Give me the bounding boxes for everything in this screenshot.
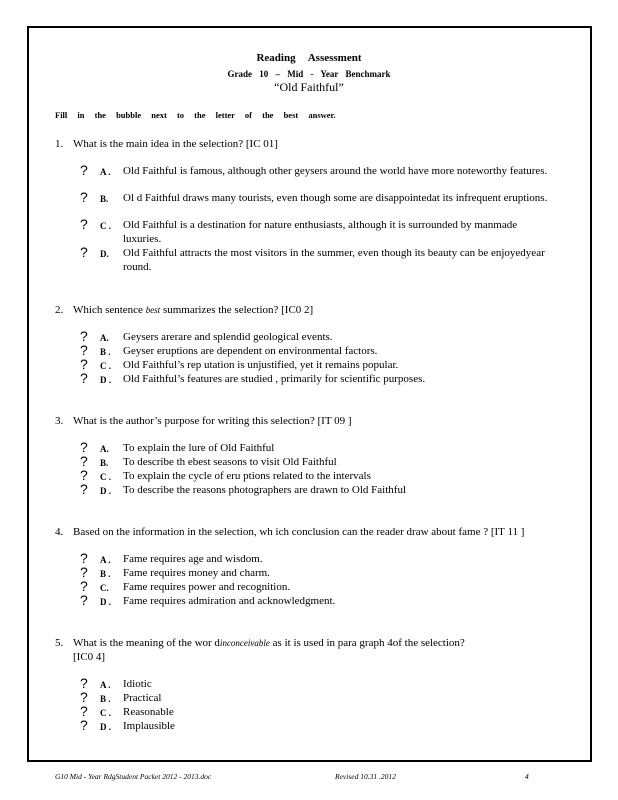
option-text: To explain the cycle of eru ptions related to the intervals (123, 470, 371, 482)
option-text: To describe th ebest seasons to visit Old Faithful (123, 456, 337, 468)
bubble-icon[interactable]: ? (80, 550, 88, 566)
option-letter: D . (100, 597, 111, 607)
option-3a[interactable] (80, 439, 550, 456)
bubble-icon[interactable]: ? (80, 342, 88, 358)
option-text: Idiotic (123, 678, 152, 690)
option-5b[interactable] (80, 689, 550, 706)
option-letter: B . (100, 694, 111, 704)
option-letter: D. (100, 249, 109, 259)
option-letter: D . (100, 486, 111, 496)
option-4b[interactable] (80, 564, 550, 581)
option-text: Old Faithful attracts the most visitors in the summer, even though its beauty can be enjoyedyear round. (123, 247, 545, 273)
question-2 (55, 303, 565, 317)
footer-revised: Revised 10.31 .2012 (335, 772, 396, 781)
bubble-icon[interactable]: ? (80, 564, 88, 580)
option-letter: A . (100, 555, 111, 565)
question-text: What is the main idea in the selection? [IC 01] (73, 138, 278, 150)
option-text: To explain the lure of Old Faithful (123, 442, 275, 454)
option-text: Implausible (123, 720, 175, 732)
page-number: 4 (525, 772, 529, 781)
question-text: Which sentence (73, 304, 146, 316)
bubble-icon[interactable]: ? (80, 467, 88, 483)
option-2d[interactable] (80, 370, 550, 387)
option-2a[interactable] (80, 328, 550, 345)
option-5a[interactable] (80, 675, 550, 692)
option-letter: C . (100, 472, 111, 482)
question-3 (55, 414, 565, 428)
option-letter: D . (100, 722, 111, 732)
option-letter: B . (100, 347, 111, 357)
page-subtitle: Grade 10 – Mid - Year Benchmark (227, 69, 391, 79)
option-letter: A . (100, 680, 111, 690)
option-letter: C . (100, 361, 111, 371)
bubble-icon[interactable]: ? (80, 689, 88, 705)
option-text: Fame requires age and wisdom. (123, 553, 263, 565)
question-number: 4. (55, 526, 64, 538)
bubble-icon[interactable]: ? (80, 592, 88, 608)
question-number: 5. (55, 637, 64, 649)
question-emphasis: best (145, 305, 161, 315)
bubble-icon[interactable]: ? (80, 244, 88, 260)
option-1b[interactable] (80, 189, 550, 206)
bubble-icon[interactable]: ? (80, 453, 88, 469)
bubble-icon[interactable]: ? (80, 439, 88, 455)
question-number: 2. (55, 304, 64, 316)
option-text: Geyser eruptions are dependent on environmental factors. (123, 345, 378, 357)
option-5d[interactable] (80, 717, 550, 734)
option-text: Practical (123, 692, 162, 704)
option-2c[interactable] (80, 356, 550, 373)
option-text: Old Faithful is famous, although other geysers around the world have more noteworthy features. (123, 165, 548, 177)
option-3d[interactable] (80, 481, 550, 498)
question-number: 3. (55, 415, 64, 427)
bubble-icon[interactable]: ? (80, 162, 88, 178)
option-letter: B. (100, 458, 109, 468)
option-letter: B. (100, 194, 109, 204)
option-letter: C. (100, 583, 109, 593)
option-text: Old Faithful is a destination for nature enthusiasts, although it is surrounded by manmade luxuries. (123, 219, 518, 245)
option-4c[interactable] (80, 578, 550, 595)
footer-filename: G10 Mid - Year RdgStudent Packet 2012 - 2013.doc (55, 772, 212, 781)
option-letter: B . (100, 569, 111, 579)
option-text: Fame requires power and recognition. (123, 581, 291, 593)
option-text: Old Faithful’s rep utation is unjustified, yet it remains popular. (123, 359, 399, 371)
option-text: Ol d Faithful draws many tourists, even though some are disappointedat its infrequent eruptions. (123, 192, 548, 204)
option-letter: C . (100, 708, 111, 718)
option-text: Fame requires admiration and acknowledgment. (123, 595, 336, 607)
option-3b[interactable] (80, 453, 550, 470)
question-text: What is the meaning of the wor d (73, 637, 220, 649)
question-text: Based on the information in the selection, wh ich conclusion can the reader draw about fame ? [IT 11 ] (73, 526, 525, 538)
option-1a[interactable] (80, 162, 550, 179)
question-number: 1. (55, 138, 64, 150)
option-5c[interactable] (80, 703, 550, 720)
bubble-icon[interactable]: ? (80, 717, 88, 733)
bubble-icon[interactable]: ? (80, 370, 88, 386)
option-1d[interactable] (80, 244, 550, 274)
bubble-icon[interactable]: ? (80, 216, 88, 232)
bubble-icon[interactable]: ? (80, 578, 88, 594)
option-2b[interactable] (80, 342, 550, 359)
question-5 (55, 636, 565, 650)
option-4a[interactable] (80, 550, 550, 567)
option-letter: A. (100, 333, 109, 343)
question-4 (55, 525, 565, 539)
question-text-end: as it is used in para graph 4of the selection? (269, 637, 465, 649)
option-text: Old Faithful’s features are studied , primarily for scientific purposes. (123, 373, 426, 385)
option-text: Geysers arerare and splendid geological events. (123, 331, 333, 343)
bubble-icon[interactable]: ? (80, 675, 88, 691)
option-3c[interactable] (80, 467, 550, 484)
bubble-icon[interactable]: ? (80, 189, 88, 205)
page-title: Reading Assessment (256, 52, 362, 64)
question-emphasis: inconceivable (219, 638, 270, 648)
option-letter: C . (100, 221, 111, 231)
option-4d[interactable] (80, 592, 550, 609)
question-1 (55, 137, 565, 151)
option-1c[interactable] (80, 216, 550, 246)
option-text: Reasonable (123, 706, 174, 718)
option-letter: D . (100, 375, 111, 385)
story-title: “Old Faithful” (274, 80, 344, 94)
instructions: Fill in the bubble next to the letter of the best answer. (55, 110, 336, 120)
option-text: Fame requires money and charm. (123, 567, 270, 579)
bubble-icon[interactable]: ? (80, 481, 88, 497)
bubble-icon[interactable]: ? (80, 328, 88, 344)
question-text: What is the author’s purpose for writing this selection? [IT 09 ] (73, 415, 352, 427)
bubble-icon[interactable]: ? (80, 356, 88, 372)
option-letter: A . (100, 167, 111, 177)
bubble-icon[interactable]: ? (80, 703, 88, 719)
question-text-end: summarizes the selection? [IC0 2] (160, 304, 314, 316)
question-5-code: [IC0 4] (73, 651, 106, 663)
option-text: To describe the reasons photographers are drawn to Old Faithful (123, 484, 407, 496)
option-letter: A. (100, 444, 109, 454)
